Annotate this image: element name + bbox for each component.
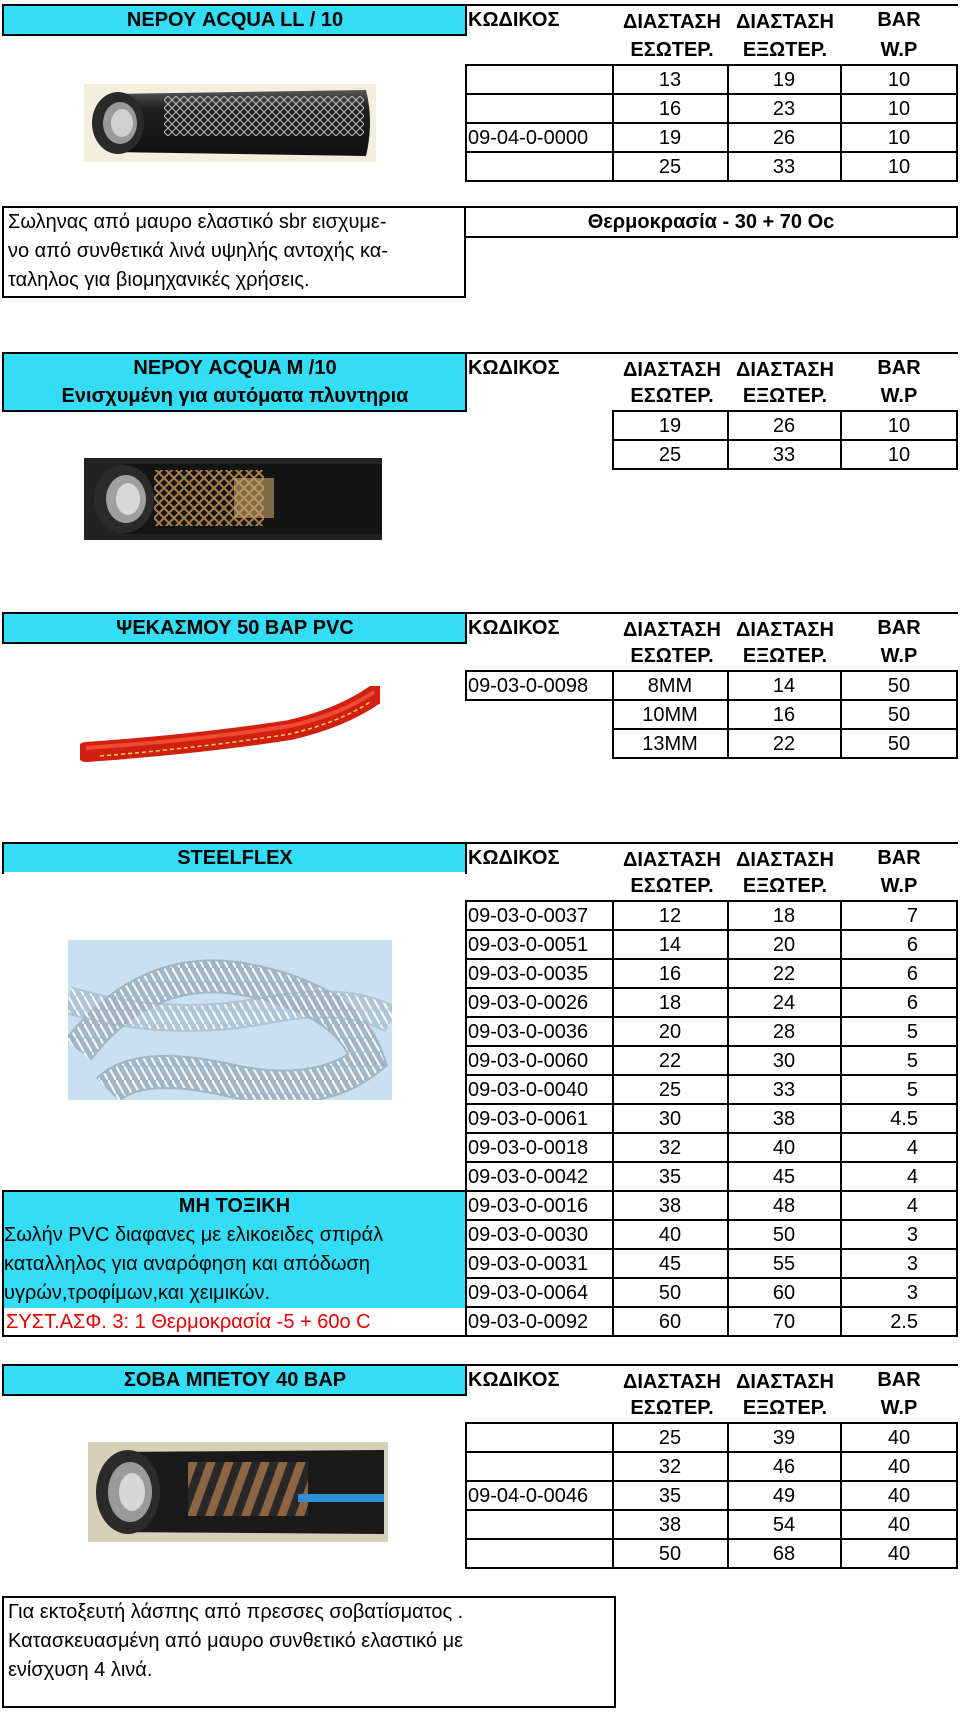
inner-label: ΕΣΩΤΕΡ.	[630, 875, 714, 897]
bar-value: 10	[887, 127, 911, 149]
outer-dim-header: ΔΙΑΣΤΑΣΗ	[736, 359, 834, 381]
outer-value: 30	[772, 1050, 796, 1072]
inner-value: 14	[658, 934, 682, 956]
outer-value: 40	[772, 1137, 796, 1159]
outer-dim-header: ΔΙΑΣΤΑΣΗ	[736, 849, 834, 871]
product-code: 09-03-0-0042	[468, 1166, 589, 1188]
outer-label: ΕΞΩΤΕΡ.	[742, 645, 828, 667]
bar-value: 5	[906, 1079, 918, 1101]
product-code: 09-03-0-0092	[468, 1311, 589, 1333]
inner-value: 60	[658, 1311, 682, 1333]
inner-value: 25	[658, 444, 682, 466]
product-code: 09-03-0-0061	[468, 1108, 589, 1130]
outer-label: ΕΞΩΤΕΡ.	[742, 1397, 828, 1419]
code-header: ΚΩΔΙΚΟΣ	[468, 847, 560, 869]
outer-value: 70	[772, 1311, 796, 1333]
inner-value: 35	[658, 1485, 682, 1507]
inner-value: 50	[658, 1543, 682, 1565]
wp-label: W.P	[880, 875, 918, 897]
description-line: ταληλος για βιομηχανικές χρήσεις.	[8, 269, 310, 291]
outer-value: 55	[772, 1253, 796, 1275]
outer-value: 26	[772, 415, 796, 437]
bar-value: 40	[887, 1514, 911, 1536]
inner-value: 10MM	[642, 704, 698, 726]
outer-dim-header: ΔΙΑΣΤΑΣΗ	[736, 619, 834, 641]
inner-label: ΕΣΩΤΕΡ.	[630, 645, 714, 667]
inner-value: 18	[658, 992, 682, 1014]
product-code: 09-03-0-0018	[468, 1137, 589, 1159]
description-line: Σωλήν PVC διαφανες με ελικοειδες σπιράλ	[4, 1224, 384, 1246]
code-header: ΚΩΔΙΚΟΣ	[468, 617, 560, 639]
description-line: Κατασκευασμένη από μαυρο συνθετικό ελαστικό με	[8, 1630, 464, 1652]
bar-value: 10	[887, 156, 911, 178]
description-line: υγρών,τροφίμων,και χειμικών.	[4, 1282, 271, 1304]
product-code: 09-03-0-0031	[468, 1253, 589, 1275]
product-code: 09-03-0-0098	[468, 675, 589, 697]
bar-value: 7	[906, 905, 918, 927]
bar-header: BAR	[877, 847, 921, 869]
outer-value: 24	[772, 992, 796, 1014]
bar-value: 3	[906, 1282, 918, 1304]
inner-value: 35	[658, 1166, 682, 1188]
section-subtitle: Ενισχυμένη για αυτόματα πλυντηρια	[61, 385, 409, 407]
outer-value: 23	[772, 98, 796, 120]
inner-value: 32	[658, 1137, 682, 1159]
inner-dim-header: ΔΙΑΣΤΑΣΗ	[623, 619, 721, 641]
plaster-hose-image	[88, 1442, 388, 1542]
outer-value: 38	[772, 1108, 796, 1130]
red-spray-hose-image	[80, 686, 380, 766]
wp-label: W.P	[880, 1397, 918, 1419]
outer-value: 28	[772, 1021, 796, 1043]
inner-value: 12	[658, 905, 682, 927]
bar-value: 10	[887, 98, 911, 120]
bar-header: BAR	[877, 357, 921, 379]
product-code: 09-03-0-0060	[468, 1050, 589, 1072]
inner-value: 22	[658, 1050, 682, 1072]
outer-value: 14	[772, 675, 796, 697]
bar-value: 5	[906, 1021, 918, 1043]
wp-label: W.P	[880, 645, 918, 667]
inner-value: 25	[658, 1079, 682, 1101]
section-title: STEELFLEX	[177, 847, 293, 869]
inner-dim-header: ΔΙΑΣΤΑΣΗ	[623, 849, 721, 871]
bar-value: 4	[906, 1137, 918, 1159]
bar-value: 40	[887, 1543, 911, 1565]
bar-value: 3	[906, 1253, 918, 1275]
bar-header: BAR	[877, 617, 921, 639]
inner-value: 19	[658, 415, 682, 437]
inner-value: 38	[658, 1514, 682, 1536]
product-code: 09-03-0-0030	[468, 1224, 589, 1246]
outer-value: 20	[772, 934, 796, 956]
inner-value: 25	[658, 156, 682, 178]
code-header: ΚΩΔΙΚΟΣ	[468, 9, 560, 31]
bar-value: 6	[906, 963, 918, 985]
bar-value: 4	[906, 1166, 918, 1188]
outer-value: 18	[772, 905, 796, 927]
outer-value: 39	[772, 1427, 796, 1449]
product-code: 09-03-0-0051	[468, 934, 589, 956]
outer-value: 33	[772, 156, 796, 178]
bar-header: BAR	[877, 9, 921, 31]
inner-dim-header: ΔΙΑΣΤΑΣΗ	[623, 359, 721, 381]
inner-label: ΕΣΩΤΕΡ.	[630, 385, 714, 407]
product-code: 09-03-0-0026	[468, 992, 589, 1014]
inner-dim-header: ΔΙΑΣΤΑΣΗ	[623, 11, 721, 33]
outer-value: 54	[772, 1514, 796, 1536]
outer-dim-header: ΔΙΑΣΤΑΣΗ	[736, 11, 834, 33]
product-code: 09-03-0-0016	[468, 1195, 589, 1217]
bar-value: 40	[887, 1456, 911, 1478]
inner-value: 32	[658, 1456, 682, 1478]
inner-value: 45	[658, 1253, 682, 1275]
outer-value: 49	[772, 1485, 796, 1507]
outer-value: 33	[772, 1079, 796, 1101]
inner-value: 20	[658, 1021, 682, 1043]
outer-value: 22	[772, 963, 796, 985]
bar-value: 50	[887, 733, 911, 755]
product-code: 09-03-0-0036	[468, 1021, 589, 1043]
description-line: νο από συνθετικά λινά υψηλής αντοχής κα-	[8, 240, 389, 262]
inner-value: 13	[658, 69, 682, 91]
outer-value: 22	[772, 733, 796, 755]
section-title: ΨΕΚΑΣΜΟΥ 50 ΒΑΡ PVC	[116, 617, 354, 639]
inner-dim-header: ΔΙΑΣΤΑΣΗ	[623, 1371, 721, 1393]
product-code: 09-04-0-0046	[468, 1485, 589, 1507]
section-title: ΝΕΡΟΥ ACQUA LL / 10	[126, 9, 344, 31]
bar-value: 10	[887, 69, 911, 91]
bar-value: 10	[887, 415, 911, 437]
outer-label: ΕΞΩΤΕΡ.	[742, 875, 828, 897]
bar-value: 5	[906, 1050, 918, 1072]
product-code: 09-03-0-0064	[468, 1282, 589, 1304]
product-code: 09-03-0-0035	[468, 963, 589, 985]
outer-value: 68	[772, 1543, 796, 1565]
outer-value: 46	[772, 1456, 796, 1478]
wp-label: W.P	[880, 39, 918, 61]
bar-value: 2.5	[890, 1311, 918, 1333]
inner-value: 25	[658, 1427, 682, 1449]
outer-label: ΕΞΩΤΕΡ.	[742, 39, 828, 61]
inner-value: 16	[658, 98, 682, 120]
inner-value: 38	[658, 1195, 682, 1217]
outer-value: 33	[772, 444, 796, 466]
inner-value: 13MM	[642, 733, 698, 755]
section-title: ΝΕΡΟΥ ACQUA M /10	[133, 357, 337, 379]
temperature-range: Θερμοκρασία - 30 + 70 Oc	[587, 211, 835, 233]
bar-header: BAR	[877, 1369, 921, 1391]
product-code: 09-04-0-0000	[468, 127, 589, 149]
bar-value: 50	[887, 675, 911, 697]
description-line: ενίσχυση 4 λινά.	[8, 1659, 153, 1681]
spiral-hose-image	[68, 940, 392, 1100]
outer-value: 26	[772, 127, 796, 149]
inner-label: ΕΣΩΤΕΡ.	[630, 39, 714, 61]
bar-value: 3	[906, 1224, 918, 1246]
description-line: καταλληλος για αναρόφηση και απόδωση	[4, 1253, 370, 1275]
bar-value: 6	[906, 934, 918, 956]
outer-value: 16	[772, 704, 796, 726]
bar-value: 4	[906, 1195, 918, 1217]
code-header: ΚΩΔΙΚΟΣ	[468, 357, 560, 379]
code-header: ΚΩΔΙΚΟΣ	[468, 1369, 560, 1391]
product-code: 09-03-0-0037	[468, 905, 589, 927]
inner-value: 8MM	[647, 675, 693, 697]
section-title: ΣΟΒΑ ΜΠΕΤΟΥ 40 ΒΑΡ	[123, 1369, 347, 1391]
outer-value: 60	[772, 1282, 796, 1304]
black-hose-image	[84, 84, 376, 162]
description-line: Σωληνας από μαυρο ελαστικό sbr εισχυμε-	[8, 211, 387, 233]
outer-value: 48	[772, 1195, 796, 1217]
safety-factor: ΣΥΣΤ.ΑΣΦ. 3: 1 Θερμοκρασία -5 + 60o C	[6, 1311, 371, 1333]
non-toxic-label: ΜΗ ΤΟΞΙΚΗ	[178, 1195, 291, 1217]
product-code: 09-03-0-0040	[468, 1079, 589, 1101]
description-line: Για εκτοξευτή λάσπης από πρεσσες σοβατίσματος .	[8, 1601, 464, 1623]
inner-value: 50	[658, 1282, 682, 1304]
bar-value: 40	[887, 1485, 911, 1507]
inner-label: ΕΣΩΤΕΡ.	[630, 1397, 714, 1419]
inner-value: 19	[658, 127, 682, 149]
bar-value: 40	[887, 1427, 911, 1449]
reinforced-hose-image	[84, 458, 382, 540]
outer-value: 50	[772, 1224, 796, 1246]
bar-value: 4.5	[890, 1108, 918, 1130]
outer-dim-header: ΔΙΑΣΤΑΣΗ	[736, 1371, 834, 1393]
bar-value: 10	[887, 444, 911, 466]
bar-value: 6	[906, 992, 918, 1014]
inner-value: 30	[658, 1108, 682, 1130]
bar-value: 50	[887, 704, 911, 726]
outer-label: ΕΞΩΤΕΡ.	[742, 385, 828, 407]
outer-value: 45	[772, 1166, 796, 1188]
inner-value: 16	[658, 963, 682, 985]
inner-value: 40	[658, 1224, 682, 1246]
outer-value: 19	[772, 69, 796, 91]
wp-label: W.P	[880, 385, 918, 407]
